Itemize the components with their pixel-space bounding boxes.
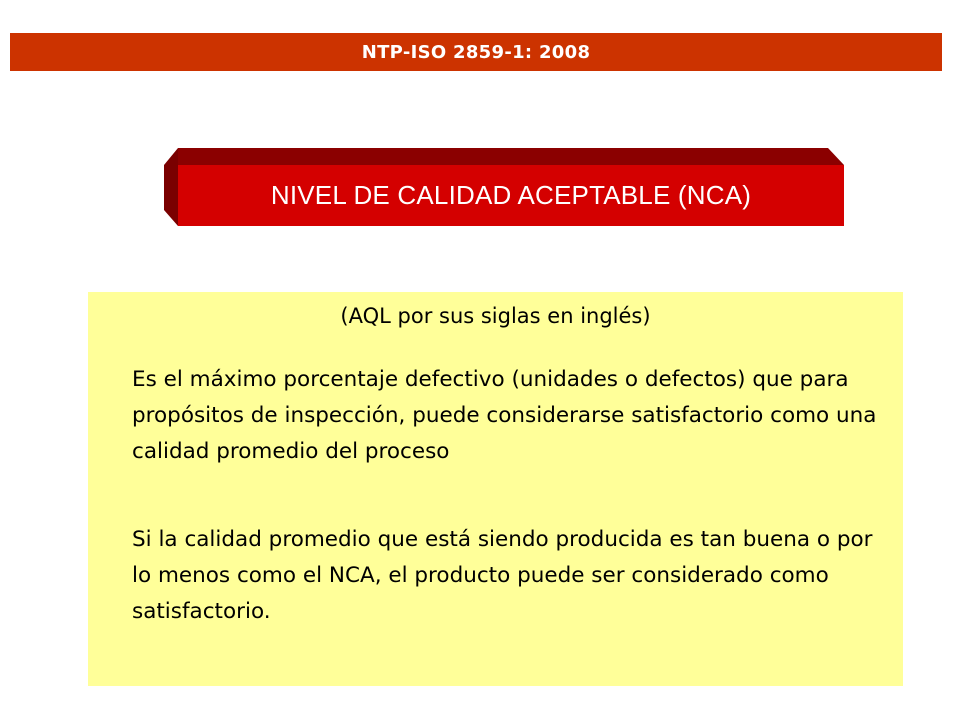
definition-paragraph: Es el máximo porcentaje defectivo (unidades o defectos) que para propósitos de inspección, puede considerarse satisfactorio como una calidad promedio del proceso [132, 367, 877, 464]
page-title: NIVEL DE CALIDAD ACEPTABLE (NCA) [270, 180, 752, 210]
satisfactory-paragraph: Si la calidad promedio que está siendo producida es tan buena o por lo menos como el NCA, el producto puede ser considerado como satisfactorio. [132, 527, 873, 624]
title-left-edge [164, 148, 178, 226]
standard-code: NTP-ISO 2859-1: 2008 [361, 41, 591, 63]
aql-subtitle: (AQL por sus siglas en inglés) [340, 304, 651, 328]
top-banner [10, 33, 942, 71]
definition-panel [88, 292, 903, 686]
title-top-edge [178, 148, 844, 165]
title-box [164, 148, 844, 226]
